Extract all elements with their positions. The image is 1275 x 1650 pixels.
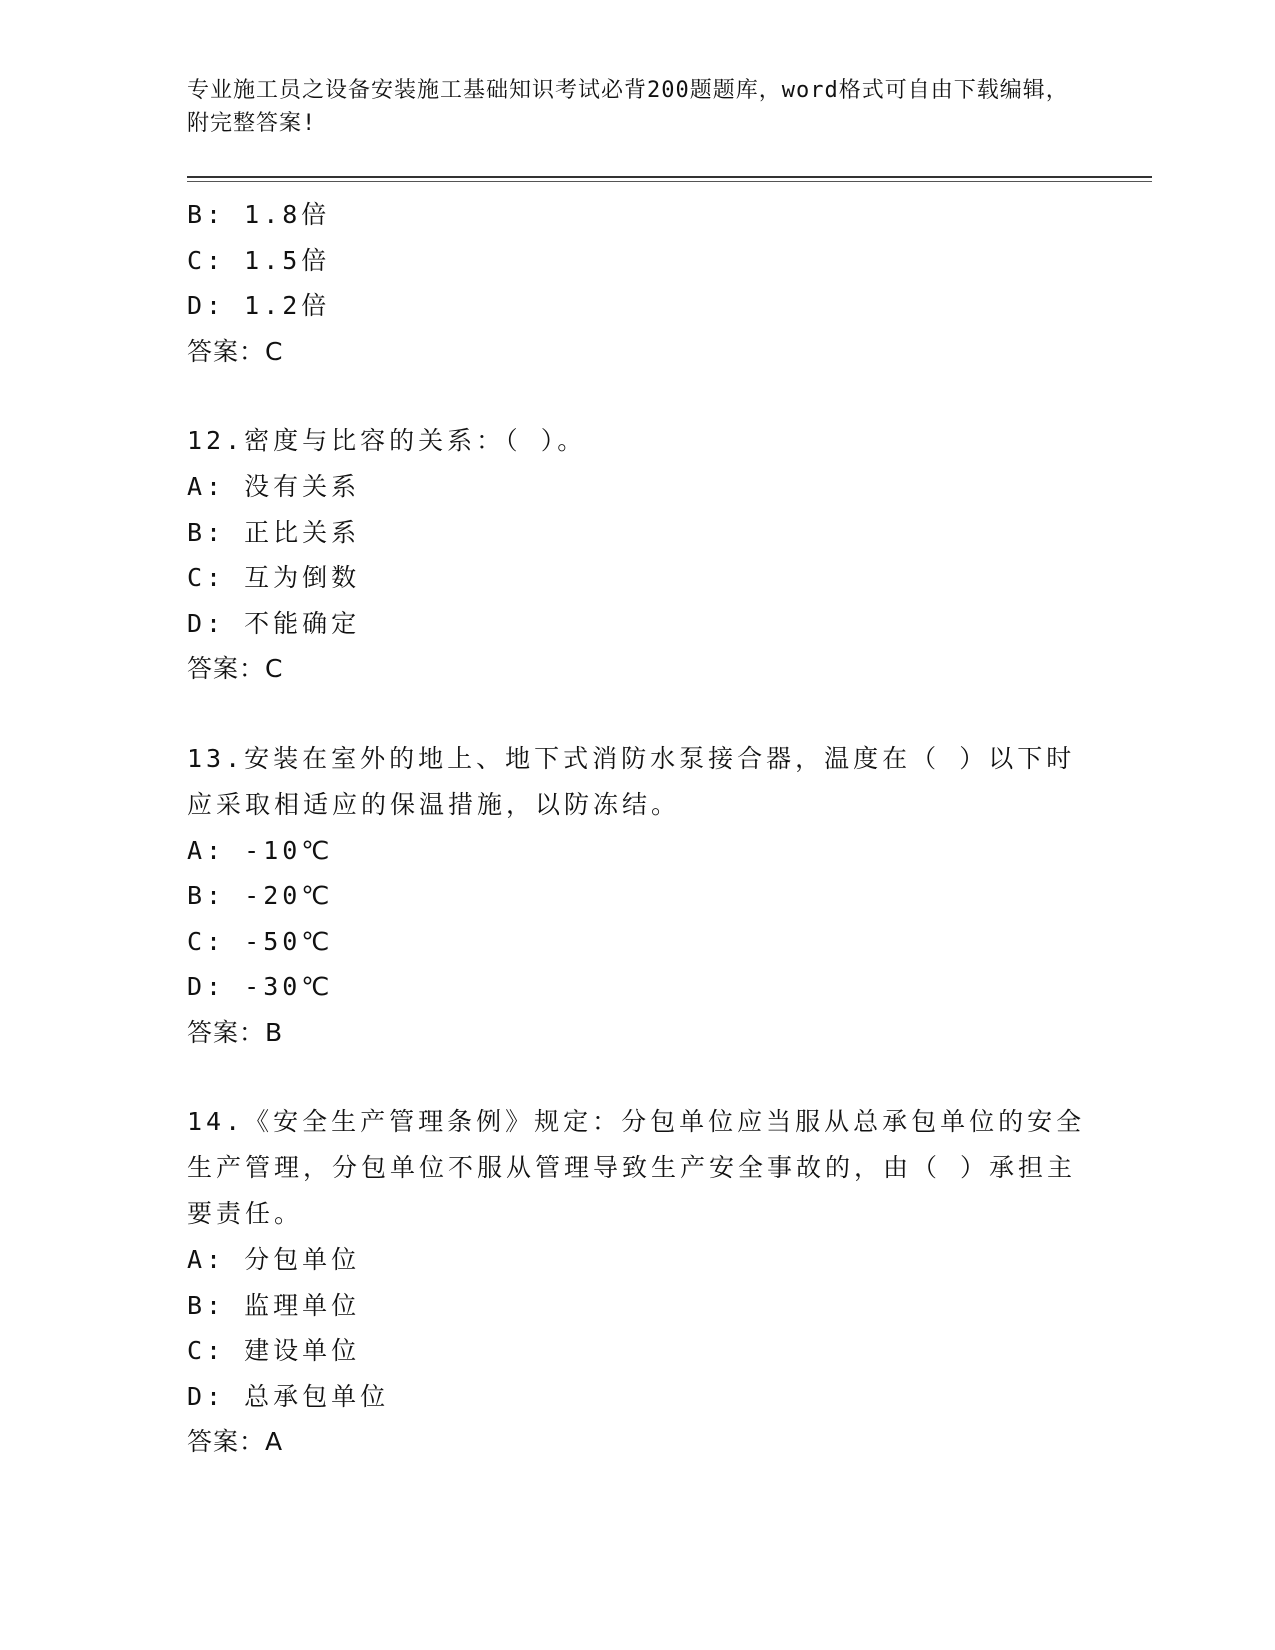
answer-line: 答案：A: [187, 1427, 284, 1456]
option-c: C: 建设单位: [187, 1336, 361, 1365]
option-b: B: 监理单位: [187, 1290, 361, 1320]
spacer: [187, 692, 1087, 736]
header-divider-thin: [187, 181, 1152, 182]
header-divider-thick: [187, 176, 1152, 178]
option-d: D: 1.2倍: [187, 291, 331, 320]
question-14: [187, 1099, 1087, 1465]
question-11-tail: [187, 192, 1087, 374]
question-stem: 12.密度与比容的关系：（ ）。: [187, 426, 587, 455]
question-12: [187, 418, 1087, 692]
answer-line: 答案：B: [187, 1017, 284, 1047]
spacer: [187, 374, 1087, 418]
option-b: B: 正比关系: [187, 517, 361, 547]
answer-line: 答案：C: [187, 336, 284, 366]
option-d: D: 总承包单位: [187, 1381, 390, 1411]
option-b: B: -20℃: [187, 881, 334, 910]
option-d: D: 不能确定: [187, 608, 361, 638]
option-d: D: -30℃: [187, 972, 334, 1001]
question-stem: 13.安装在室外的地上、地下式消防水泵接合器，温度在（ ）以下时应采取相适应的保温措施，以防冻结。: [187, 743, 1076, 819]
option-c: C: 1.5倍: [187, 245, 331, 275]
document-header: 专业施工员之设备安装施工基础知识考试必背200题题库，word格式可自由下载编辑，附完整答案!: [187, 78, 1069, 136]
option-c: C: 互为倒数: [187, 563, 361, 592]
spacer: [187, 1055, 1087, 1099]
question-stem: 14.《安全生产管理条例》规定：分包单位应当服从总承包单位的安全生产管理，分包单位不服从管理导致生产安全事故的，由（ ）承担主要责任。: [187, 1107, 1086, 1228]
question-13: [187, 736, 1087, 1056]
option-c: C: -50℃: [187, 926, 334, 956]
option-a: A: 没有关系: [187, 472, 361, 501]
option-b: B: 1.8倍: [187, 200, 331, 229]
question-list: [187, 192, 1087, 1465]
option-a: A: 分包单位: [187, 1245, 361, 1274]
option-a: A: -10℃: [187, 835, 334, 865]
answer-line: 答案：C: [187, 654, 284, 683]
